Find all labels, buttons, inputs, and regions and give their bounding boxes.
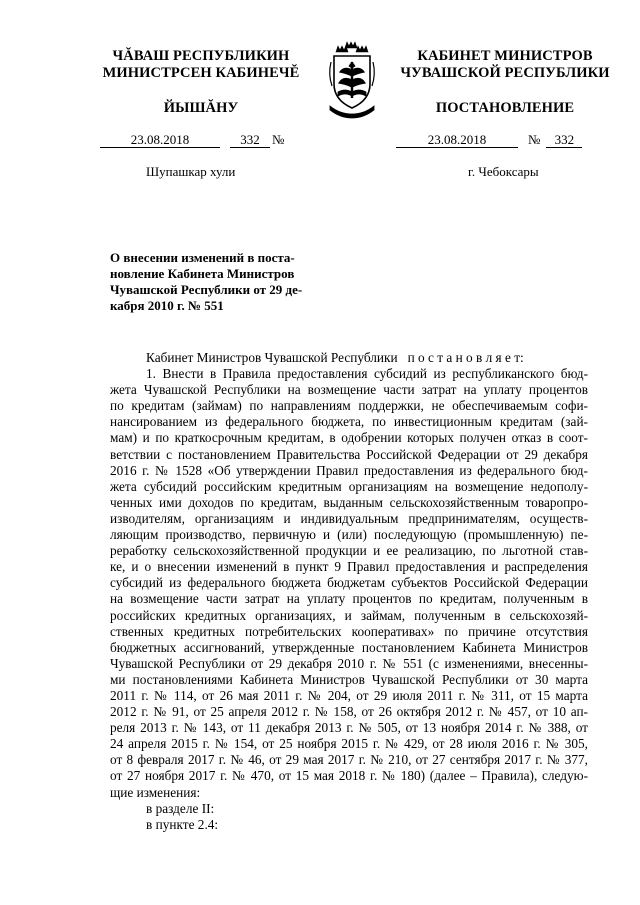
intro-line xyxy=(110,350,588,366)
body-line: ляющим производство, первичную и (или) последующую (промышленную) пе- xyxy=(110,527,588,543)
body-line: 2012 г. № 91, от 25 апреля 2012 г. № 158, от 26 октября 2012 г. № 457, от 10 ап- xyxy=(110,704,588,720)
header-left-chuvash xyxy=(88,48,314,117)
body-line: реля 2013 г. № 143, от 11 декабря 2013 г. № 505, от 13 ноября 2014 г. № 388, от xyxy=(110,720,588,736)
doc-number-right: 332 xyxy=(546,132,582,148)
document-body xyxy=(110,350,588,833)
title-line: Чувашской Республики от 29 де- xyxy=(110,282,303,297)
body-line: ченных ими доходов по кредитам, выданным сельскохозяйственным товаропро- xyxy=(110,494,588,510)
intro-verb: п о с т а н о в л я е т: xyxy=(407,350,524,365)
body-line: щие изменения: xyxy=(110,784,201,800)
body-line: от 8 февраля 2017 г. № 46, от 29 мая 2017 г. № 210, от 27 сентября 2017 г. № 377, xyxy=(110,752,588,768)
place-left: Шупашкар хули xyxy=(146,164,236,179)
place-right: г. Чебоксары xyxy=(468,164,539,179)
header-right-doctype: ПОСТАНОВЛЕНИЕ xyxy=(435,100,575,116)
body-line: 2016 г. № 1528 «Об утверждении Правил предоставления из федерального бюд- xyxy=(110,462,588,478)
title-line: кабря 2010 г. № 551 xyxy=(110,298,224,313)
body-item: в пункте 2.4: xyxy=(146,816,219,832)
doc-number-left: 332 xyxy=(230,132,270,148)
header-left-doctype: ЙЫШĂНУ xyxy=(163,100,239,116)
body-line: ветствии с постановлением Правительства Российской Федерации от 29 декабря xyxy=(110,446,588,462)
header-right-line2: ЧУВАШСКОЙ РЕСПУБЛИКИ xyxy=(400,65,610,81)
doc-number-label-right: № xyxy=(528,132,541,147)
document-title xyxy=(110,250,342,314)
body-line: нансированием из федерального бюджета, по инвестиционным кредитам (зай- xyxy=(110,414,588,430)
doc-date-left: 23.08.2018 xyxy=(100,132,220,148)
body-line: реработку сельскохозяйственной продукции и ее реализацию, по льготной став- xyxy=(110,543,588,559)
body-line: ке, и о внесении изменений в пункт 9 Правил предоставления и распределения xyxy=(110,559,588,575)
body-line: Чувашской Республики от 29 декабря 2010 г. № 551 (с изменениями, внесенны- xyxy=(110,655,588,671)
body-item: в разделе II: xyxy=(146,800,215,816)
title-line: О внесении изменений в поста- xyxy=(110,250,295,265)
doc-number-label-left: № xyxy=(272,132,285,147)
body-line: бюджетных ассигнований, утвержденные постановлением Кабинета Министров xyxy=(110,639,588,655)
body-line: изводителям, организациям и индивидуальным предпринимателям, осуществ- xyxy=(110,510,588,526)
body-line: российских кредитных организациях, и займам, полученным в сельскохозяй- xyxy=(110,607,588,623)
body-line: мам) и по краткосрочным кредитам, в одобрении которых получен отказ в соот- xyxy=(110,430,588,446)
intro-subject: Кабинет Министров Чувашской Республики xyxy=(146,350,398,365)
body-line: жета субсидий российским кредитным организациям на возмещение недополу- xyxy=(110,478,588,494)
chuvash-coat-of-arms-icon xyxy=(326,40,378,120)
header-left-line1: ЧĂВАШ РЕСПУБЛИКИН xyxy=(112,48,290,64)
doc-date-right: 23.08.2018 xyxy=(396,132,518,148)
body-line: от 27 ноября 2017 г. № 470, от 15 мая 2018 г. № 180) (далее – Правила), следую- xyxy=(110,768,588,784)
header-right-russian xyxy=(386,48,624,117)
doc-date-number-left xyxy=(100,132,318,148)
body-line: ми постановлениями Кабинета Министров Чувашской Республики от 30 марта xyxy=(110,671,588,687)
header-right-line1: КАБИНЕТ МИНИСТРОВ xyxy=(417,48,593,64)
body-line: по кредитам (займам) по направлениям поддержки, не обеспечиваемым софи- xyxy=(110,398,588,414)
body-line: жета Чувашской Республики на возмещение части затрат на уплату процентов xyxy=(110,382,588,398)
body-line: 2011 г. № 114, от 26 мая 2011 г. № 204, от 29 июля 2011 г. № 311, от 15 марта xyxy=(110,687,588,703)
body-line: субсидий из федерального бюджета бюджетам субъектов Российской Федерации xyxy=(110,575,588,591)
doc-date-number-right xyxy=(396,132,592,148)
body-line: на возмещение части затрат на уплату процентов по кредитам, полученным в xyxy=(110,591,588,607)
body-line: 24 апреля 2015 г. № 154, от 25 ноября 2015 г. № 429, от 28 июля 2016 г. № 305, xyxy=(110,736,588,752)
body-line: ственных кредитных потребительских кооперативах» по причине отсутствия xyxy=(110,623,588,639)
title-line: новление Кабинета Министров xyxy=(110,266,295,281)
header-left-line2: МИНИСТРСЕН КАБИНЕЧĔ xyxy=(102,65,300,81)
body-line: 1. Внести в Правила предоставления субсидий из республиканского бюд- xyxy=(146,366,588,382)
